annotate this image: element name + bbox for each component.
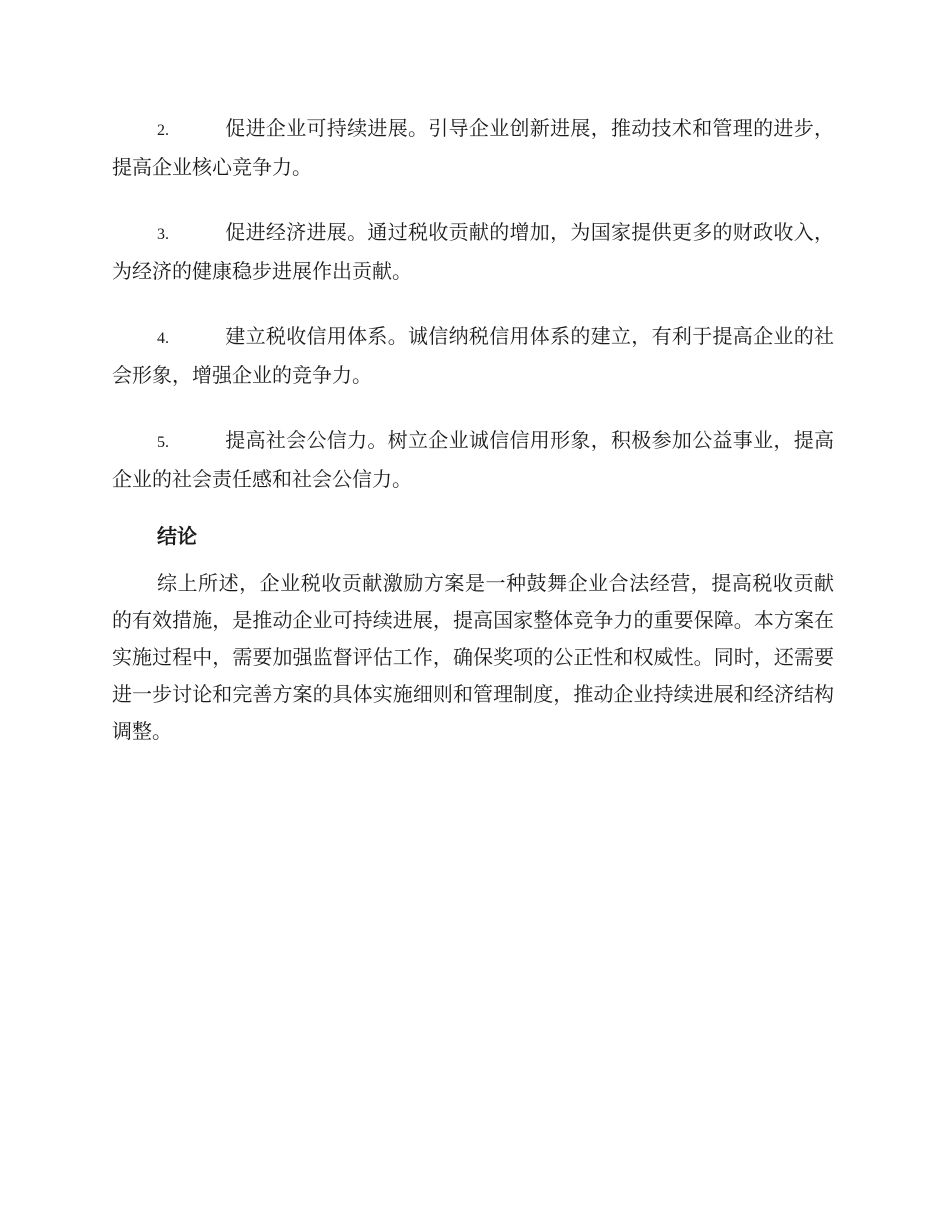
list-number: 3.	[157, 226, 169, 243]
conclusion-paragraph: 综上所述，企业税收贡献激励方案是一种鼓舞企业合法经营，提高税收贡献的有效措施，是推动企业可持续进展，提高国家整体竞争力的重要保障。本方案在实施过程中，需要加强监督评估工作，确保奖项的公正性和权威性。同时，还需要进一步讨论和完善方案的具体实施细则和管理制度，推动企业持续进展和经济结构调整。	[112, 571, 834, 743]
document-content	[112, 110, 834, 750]
list-item-5	[112, 422, 834, 498]
list-item-3	[112, 214, 834, 290]
list-number: 4.	[157, 330, 169, 347]
list-item-4	[112, 318, 834, 394]
list-number: 2.	[157, 122, 169, 139]
list-number: 5.	[157, 434, 169, 451]
conclusion-heading: 结论	[157, 524, 197, 548]
list-item-text: 建立税收信用体系。诚信纳税信用体系的建立，有利于提高企业的社会形象，增强企业的竞争力。	[112, 324, 834, 387]
list-item-text: 提高社会公信力。树立企业诚信信用形象，积极参加公益事业，提高企业的社会责任感和社会公信力。	[112, 428, 834, 491]
list-item-2	[112, 110, 834, 186]
list-item-text: 促进经济进展。通过税收贡献的增加，为国家提供更多的财政收入，为经济的健康稳步进展作出贡献。	[112, 220, 834, 283]
list-item-text: 促进企业可持续进展。引导企业创新进展，推动技术和管理的进步，提高企业核心竞争力。	[112, 116, 834, 179]
